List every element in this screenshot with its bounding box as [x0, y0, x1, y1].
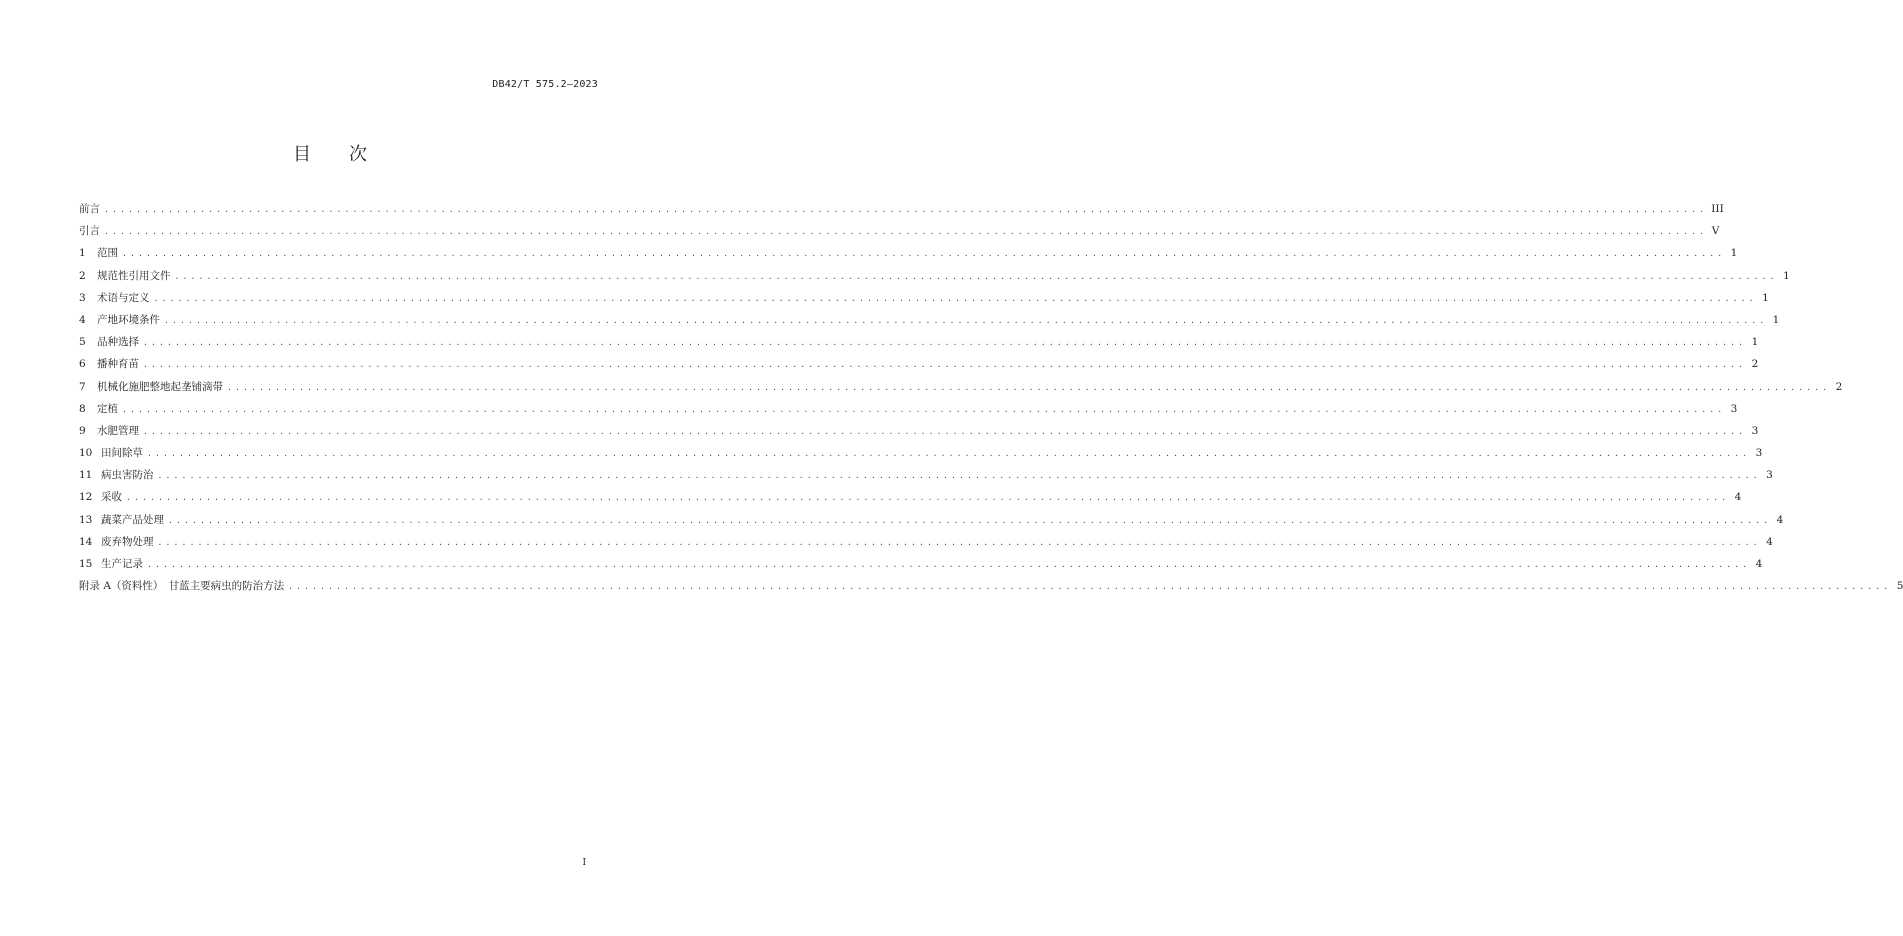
document-code: DB42/T 575.2—2023 [492, 79, 598, 90]
toc-entry-number: 7 [79, 380, 86, 393]
toc-leader-dots: ........................................................................................................................................................................................................ [153, 293, 1757, 303]
toc-leader-dots: ........................................................................................................................................................................................................ [147, 449, 1751, 459]
toc-entry-label: 废弃物处理 [101, 535, 154, 548]
toc-entry-number: 5 [79, 336, 86, 349]
toc-entry[interactable] [79, 489, 1742, 511]
toc-entry-label: 品种选择 [97, 336, 139, 349]
toc-entry-page: 1 [1783, 269, 1790, 282]
toc-entry-page: 3 [1755, 447, 1763, 460]
toc-entry-page: 4 [1734, 491, 1742, 504]
toc-entry-number: 11 [79, 469, 93, 482]
toc-entry[interactable] [79, 512, 1784, 534]
toc-entry-label: 范围 [97, 247, 118, 260]
toc-entry[interactable] [79, 423, 1759, 445]
toc-entry-page: 5 [1896, 580, 1903, 593]
title-char-2: 次 [349, 144, 369, 165]
toc-entry[interactable] [79, 312, 1780, 334]
toc-entry-page: 2 [1751, 358, 1759, 371]
toc-entry-label: 采收 [101, 491, 122, 504]
toc-entry-page: 3 [1766, 469, 1773, 482]
page-number: I [582, 858, 586, 868]
toc-leader-dots: ........................................................................................................................................................................................................ [164, 315, 1768, 325]
title-char-1: 目 [293, 144, 313, 165]
toc-leader-dots: ........................................................................................................................................................................................................ [157, 537, 1761, 547]
toc-entry[interactable] [79, 334, 1759, 356]
toc-entry-label: 生产记录 [101, 558, 143, 570]
toc-entry-label: 机械化施肥整地起垄铺滴带 [97, 380, 223, 393]
toc-entry-number: 12 [79, 491, 93, 504]
toc-entry-label: 水肥管理 [97, 424, 139, 437]
toc-entry[interactable] [79, 290, 1769, 312]
toc-entry-number: 6 [79, 358, 86, 371]
toc-leader-dots: ........................................................................................................................................................................................................ [143, 360, 1747, 370]
toc-leader-dots: ........................................................................................................................................................................................................ [227, 382, 1831, 392]
toc-leader-dots: ........................................................................................................................................................................................................ [126, 493, 1730, 503]
toc-leader-dots: ........................................................................................................................................................................................................ [104, 205, 1708, 214]
toc-entry-page: 4 [1766, 535, 1773, 548]
toc-leader-dots: ........................................................................................................................................................................................................ [122, 404, 1726, 414]
toc-entry[interactable] [79, 223, 1720, 245]
toc-entry-number: 4 [79, 313, 86, 326]
toc-entry[interactable] [79, 467, 1773, 489]
toc-entry-number: 2 [79, 269, 86, 282]
toc-leader-dots: ........................................................................................................................................................................................................ [143, 338, 1747, 348]
toc-entry-label: 引言 [79, 225, 100, 238]
toc-entry-page: 1 [1730, 247, 1738, 260]
toc-leader-dots: ........................................................................................................................................................................................................ [122, 249, 1726, 259]
toc-entry[interactable] [79, 379, 1843, 401]
toc-entry[interactable] [79, 245, 1738, 267]
toc-entry-page: 1 [1772, 313, 1780, 326]
table-of-contents [79, 201, 1903, 600]
page-title [0, 140, 662, 166]
toc-entry[interactable] [79, 534, 1773, 556]
toc-entry-label: 病虫害防治 [101, 469, 154, 482]
toc-entry-label: 规范性引用文件 [97, 269, 171, 282]
toc-leader-dots: ........................................................................................................................................................................................................ [147, 560, 1751, 569]
toc-leader-dots: ........................................................................................................................................................................................................ [143, 426, 1747, 436]
toc-entry-label: 播种育苗 [97, 358, 139, 371]
toc-leader-dots: ........................................................................................................................................................................................................ [104, 227, 1708, 237]
toc-entry-page: 4 [1776, 513, 1784, 526]
toc-entry-label: 术语与定义 [97, 291, 150, 304]
toc-entry[interactable] [79, 401, 1738, 423]
toc-entry-page: 1 [1751, 336, 1759, 349]
toc-entry-page: 4 [1755, 558, 1763, 570]
toc-entry-label: 产地环境条件 [97, 313, 160, 326]
toc-entry-page: 3 [1730, 402, 1738, 415]
toc-entry-number: 1 [79, 247, 86, 260]
toc-entry-label: 蔬菜产品处理 [101, 513, 164, 526]
toc-entry-number: 10 [79, 447, 93, 460]
toc-leader-dots: ........................................................................................................................................................................................................ [168, 515, 1772, 525]
toc-entry[interactable] [79, 356, 1759, 378]
toc-entry-page: III [1711, 203, 1724, 215]
toc-entry[interactable] [79, 268, 1790, 290]
toc-entry-number: 3 [79, 291, 86, 304]
toc-entry-page: 2 [1835, 380, 1843, 393]
toc-entry-number: 14 [79, 535, 93, 548]
toc-entry-page: V [1711, 225, 1720, 238]
toc-entry-label: 前言 [79, 203, 100, 215]
toc-entry[interactable] [79, 556, 1763, 578]
toc-entry[interactable] [79, 201, 1724, 223]
toc-entry[interactable] [79, 445, 1763, 467]
toc-entry-number: 8 [79, 402, 86, 415]
toc-entry-page: 1 [1762, 291, 1769, 304]
toc-leader-dots: ........................................................................................................................................................................................................ [157, 471, 1761, 481]
toc-entry[interactable] [79, 578, 1903, 600]
toc-entry-label: 定植 [97, 402, 118, 415]
toc-leader-dots: ........................................................................................................................................................................................................ [174, 271, 1778, 281]
toc-entry-number: 9 [79, 424, 86, 437]
toc-entry-label: 田间除草 [101, 447, 143, 460]
toc-entry-label: 附录 A（资料性） 甘蓝主要病虫的防治方法 [79, 580, 285, 593]
toc-entry-number: 15 [79, 558, 93, 570]
toc-entry-number: 13 [79, 513, 93, 526]
toc-entry-page: 3 [1751, 424, 1759, 437]
toc-leader-dots: ........................................................................................................................................................................................................ [288, 582, 1892, 592]
